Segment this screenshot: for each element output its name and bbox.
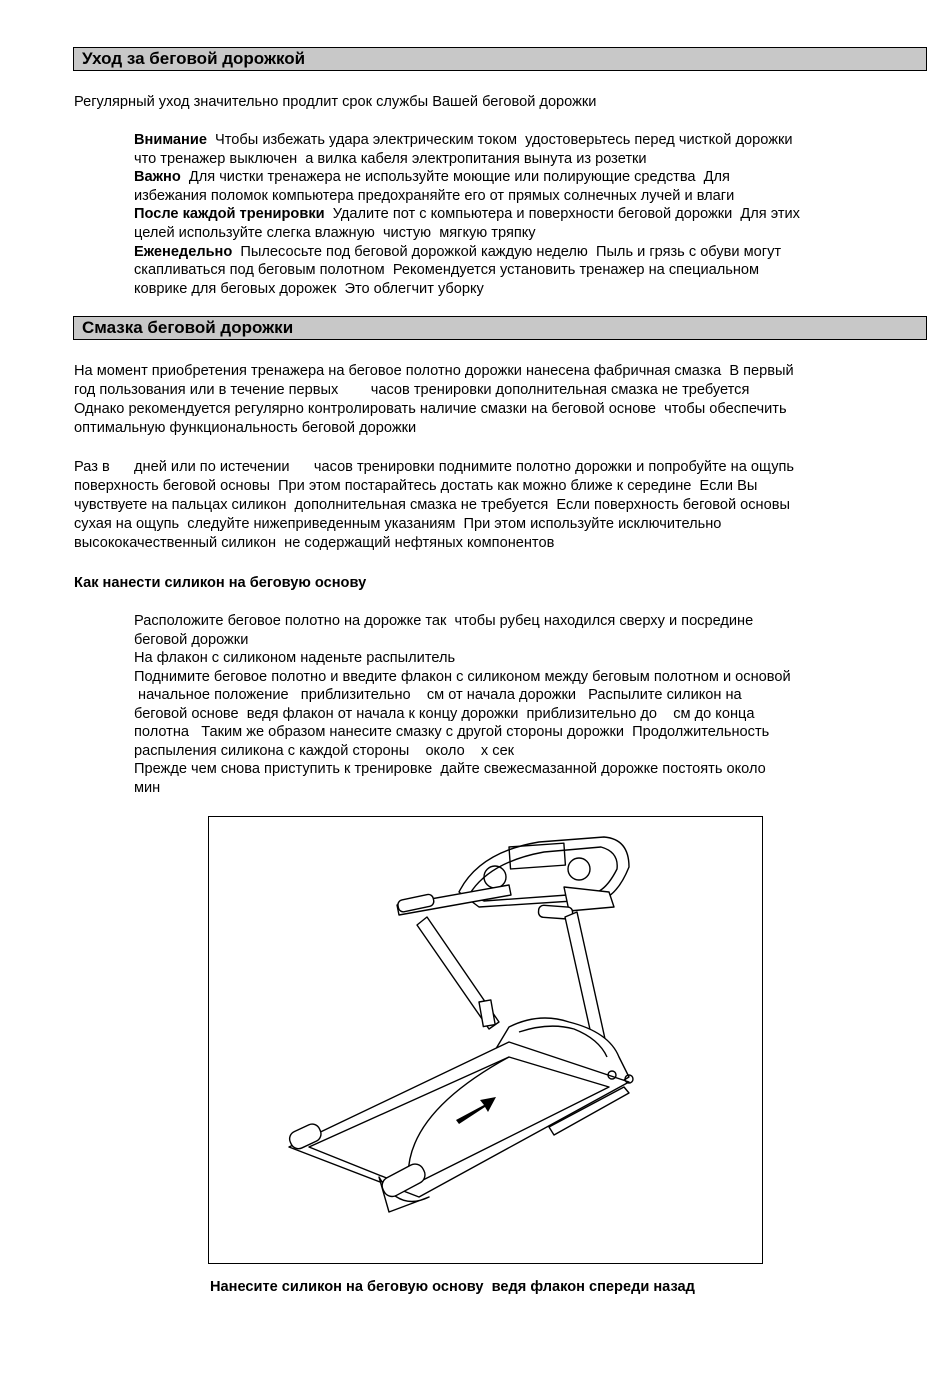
para1-line: оптимальную функциональность беговой дорожки bbox=[74, 420, 417, 436]
para1-line: год пользования или в течение первых часов тренировки дополнительная смазка не требуется bbox=[74, 382, 750, 398]
section-header-care: Уход за беговой дорожкой bbox=[73, 47, 927, 71]
after-workout-label: После каждой тренировки bbox=[134, 206, 325, 223]
important-text-1: Для чистки тренажера не используйте моющие или полирующие средства Для bbox=[180, 169, 730, 186]
important-label: Важно bbox=[134, 169, 181, 186]
step-3-line: полотна Таким же образом нанесите смазку с другой стороны дорожки Продолжительность bbox=[134, 724, 770, 740]
step-3-line: начальное положение приблизительно см от начала дорожки Распылите силикон на bbox=[134, 687, 742, 703]
para1-line: На момент приобретения тренажера на беговое полотно дорожки нанесена фабричная смазка В первый bbox=[74, 363, 794, 379]
weekly-text-3: коврике для беговых дорожек Это облегчит уборку bbox=[134, 280, 484, 297]
step-3-line: распыления силикона с каждой стороны около х сек bbox=[134, 742, 515, 759]
weekly-text-2: скапливаться под беговым полотном Рекомендуется установить тренажер на специальном bbox=[134, 262, 760, 279]
para2-line: поверхность беговой основы При этом постарайтесь достать как можно ближе к середине Если Вы bbox=[74, 478, 758, 494]
treadmill-illustration bbox=[209, 817, 761, 1262]
warning-text-1: Чтобы избежать удара электрическим током удостоверьтесь перед чисткой дорожки bbox=[206, 132, 793, 148]
step-3-line: Поднимите беговое полотно и введите флакон с силиконом между беговым полотном и основой bbox=[134, 668, 791, 685]
care-intro: Регулярный уход значительно продлит срок службы Вашей беговой дорожки bbox=[74, 94, 597, 110]
figure-caption: Нанесите силикон на беговую основу ведя флакон спереди назад bbox=[210, 1279, 695, 1295]
para2-line: Раз в дней или по истечении часов тренировки поднимите полотно дорожки и попробуйте на ощупь bbox=[74, 459, 794, 475]
weekly-text-1: Пылесосьте под беговой дорожкой каждую неделю Пыль и грязь с обуви могут bbox=[232, 243, 782, 260]
step-3-line: беговой основе ведя флакон от начала к концу дорожки приблизительно до см до конца bbox=[134, 705, 755, 722]
step-1-line: Расположите беговое полотно на дорожке так чтобы рубец находился сверху и посредине bbox=[134, 613, 754, 629]
para1-line: Однако рекомендуется регулярно контролировать наличие смазки на беговой основе чтобы обеспечить bbox=[74, 401, 787, 417]
treadmill-figure bbox=[208, 816, 763, 1264]
subheading-apply-silicone: Как нанести силикон на беговую основу bbox=[74, 575, 367, 591]
step-4-line: Прежде чем снова приступить к тренировке дайте свежесмазанной дорожке постоять около bbox=[134, 761, 766, 777]
step-1-line: беговой дорожки bbox=[134, 631, 249, 648]
after-workout-text-2: целей используйте слегка влажную чистую мягкую тряпку bbox=[134, 225, 536, 241]
important-text-2: избежания поломок компьютера предохраняйте его от прямых солнечных лучей и влаги bbox=[134, 187, 735, 204]
warning-label: Внимание bbox=[134, 132, 207, 148]
after-workout-text-1: Удалите пот с компьютера и поверхности беговой дорожки Для этих bbox=[324, 206, 800, 223]
step-2-line: На флакон с силиконом наденьте распылитель bbox=[134, 650, 456, 666]
para2-line: высококачественный силикон не содержащий нефтяных компонентов bbox=[74, 535, 555, 551]
step-4-line: мин bbox=[134, 779, 161, 796]
para2-line: чувствуете на пальцах силикон дополнительная смазка не требуется Если поверхность беговой основы bbox=[74, 497, 790, 513]
para2-line: сухая на ощупь следуйте нижеприведенным указаниям При этом используйте исключительно bbox=[74, 516, 722, 532]
section-header-lubrication: Смазка беговой дорожки bbox=[73, 316, 927, 340]
weekly-label: Еженедельно bbox=[134, 243, 233, 260]
warning-text-2: что тренажер выключен а вилка кабеля электропитания вынута из розетки bbox=[134, 150, 647, 167]
